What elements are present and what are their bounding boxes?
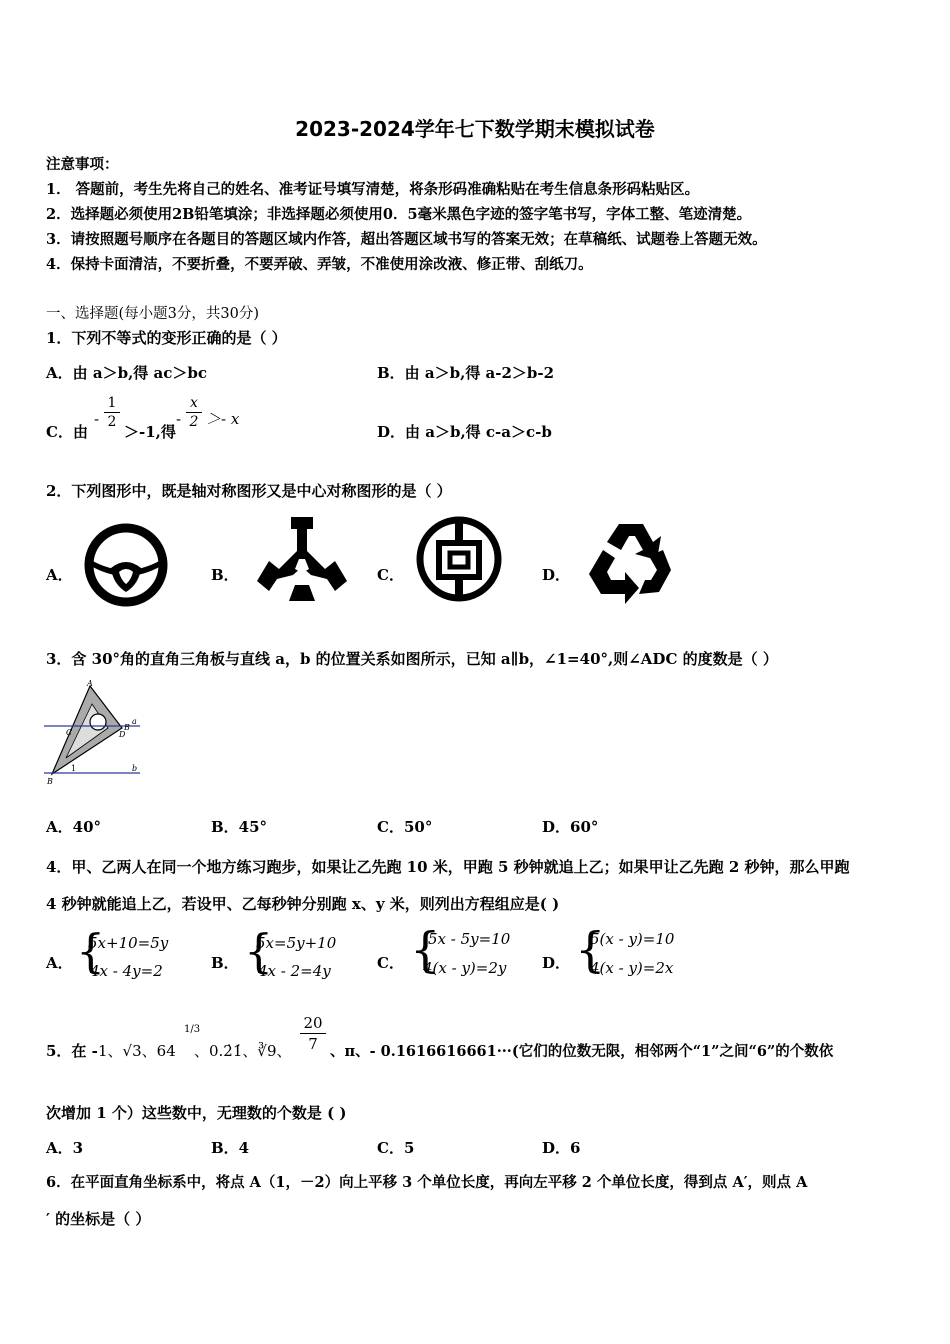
fraction-denominator: 2 [189,414,199,430]
q4-label-a[interactable]: A． [46,954,73,972]
fraction-numerator: x [190,395,198,411]
q5-line2: 次增加 1 个）这些数中，无理数的个数是 ( ) [46,1104,347,1122]
fig-label: B [124,723,130,732]
page-title: 2023-2024学年七下数学期末模拟试卷 [295,117,655,141]
fig-label: D [119,730,126,739]
triangle-figure [44,678,144,788]
question-2-stem: 2．下列图形中，既是轴对称图形又是中心对称图形的是（ ） [46,482,452,500]
q1-option-d[interactable]: D．由 a＞b,得 c-a＞c-b [377,423,552,441]
q4-c-eq1: 5x - 5y=10 [428,930,511,948]
q1-option-a[interactable]: A．由 a＞b,得 ac＞bc [46,364,207,382]
q4-a-eq2: 4x - 4y=2 [90,962,163,980]
q3-option-c[interactable]: C．50° [377,818,433,836]
section-heading: 一、选择题(每小题3分，共30分) [46,306,259,322]
note-item: 2．选择题必须使用2B铅笔填涂；非选择题必须使用0．5毫米黑色字迹的签字笔书写，字体工整、笔迹清楚。 [46,206,752,223]
fraction-numerator: 20 [303,1014,323,1032]
q5-option-b[interactable]: B．4 [211,1139,250,1157]
q4-b-eq2: 4x - 2=4y [258,962,331,980]
symbol-a-figure [83,522,169,608]
fig-label: b [132,764,138,773]
question-4-stem-line1: 4．甲、乙两人在同一个地方练习跑步，如果让乙先跑 10 米，甲跑 5 秒钟就追上乙；如果甲让乙先跑 2 秒钟，那么甲跑 [46,858,850,876]
q5-option-d[interactable]: D．6 [542,1139,581,1157]
q4-a-eq1: 5x+10=5y [88,934,169,952]
q1-option-b[interactable]: B．由 a＞b,得 a-2＞b-2 [377,364,555,382]
q2-label-d[interactable]: D． [542,566,571,584]
q1-c-fraction-2 [186,395,202,430]
q5-option-c[interactable]: C．5 [377,1139,415,1157]
question-1-stem: 1．下列不等式的变形正确的是（ ） [46,329,287,347]
question-4-stem-line2: 4 秒钟就能追上乙，若设甲、乙每秒钟分别跑 x、y 米，则列出方程组应是( ) [46,895,560,913]
fraction-numerator: 1 [107,395,117,411]
fraction-denominator: 7 [308,1035,318,1053]
q2-label-a[interactable]: A． [46,566,73,584]
fig-label: C [66,728,73,737]
minus-sign: - [94,410,100,428]
q4-d-eq1: 5(x - y)=10 [590,930,675,948]
q1-option-c-mid: ＞-1,得 [124,423,176,441]
q1-c-fraction-1 [104,395,120,430]
minus-sign: - [176,410,182,428]
brace: { [575,922,606,978]
brace: { [410,922,441,978]
q3-option-b[interactable]: B．45° [211,818,268,836]
q1-option-c-prefix[interactable]: C．由 [46,423,88,441]
brace: { [76,924,106,978]
note-item: 3．请按照题号顺序在各题目的答题区域内作答，超出答题区域书写的答案无效；在草稿纸、试题卷上答题无效。 [46,231,767,248]
fig-label: 1 [71,764,77,773]
recycle-icon [585,520,677,608]
q5-rest: 、0.2̇1̇、∛9、 [194,1042,292,1060]
symbol-c-figure [415,515,503,603]
q4-label-d[interactable]: D． [542,954,571,972]
q5-option-a[interactable]: A．3 [46,1139,84,1157]
fig-label: A [87,679,93,688]
note-item: 4．保持卡面清洁，不要折叠，不要弄破、弄皱，不准使用涂改液、修正带、刮纸刀。 [46,256,593,273]
q4-d-eq2: 4(x - y)=2x [590,959,674,977]
symbol-b-figure [255,515,349,603]
note-item: 1． 答题前，考生先将自己的姓名、准考证号填写清楚，将条形码准确粘贴在考生信息条形码粘贴区。 [46,181,700,198]
question-6-line2: ′ 的坐标是（ ） [46,1210,151,1228]
fig-label: B [47,777,53,786]
brace: { [244,924,274,978]
q2-label-c[interactable]: C． [377,566,404,584]
q4-b-eq1: 5x=5y+10 [256,934,337,952]
fraction-denominator: 2 [107,414,117,430]
notes-heading: 注意事项： [46,156,119,173]
q5-exponent: 1/3 [184,1024,201,1035]
q2-label-b[interactable]: B． [211,566,239,584]
q4-label-c[interactable]: C． [377,954,404,972]
q1-option-c-tail: ＞- x [206,410,240,428]
q5-tail: 、π、- 0.1616616661···(它们的位数无限，相邻两个“1”之间“6”的个数依 [330,1043,834,1060]
question-6-line1: 6．在平面直角坐标系中，将点 A（1，－2）向上平移 3 个单位长度，再向左平移 2 个单位长度，得到点 A′，则点 A [46,1174,808,1191]
question-3-stem: 3．含 30°角的直角三角板与直线 a，b 的位置关系如图所示，已知 a∥b，∠1=40°,则∠ADC 的度数是（ ） [46,650,778,668]
q5-items: 1、√3、64 [98,1042,176,1060]
q3-option-d[interactable]: D．60° [542,818,599,836]
fig-label: a [132,717,137,726]
q4-label-b[interactable]: B． [211,954,239,972]
q4-c-eq2: 4(x - y)=2y [423,959,507,977]
q3-option-a[interactable]: A．40° [46,818,102,836]
q5-prefix: 5．在 - [46,1042,98,1060]
q5-fraction [300,1014,326,1053]
